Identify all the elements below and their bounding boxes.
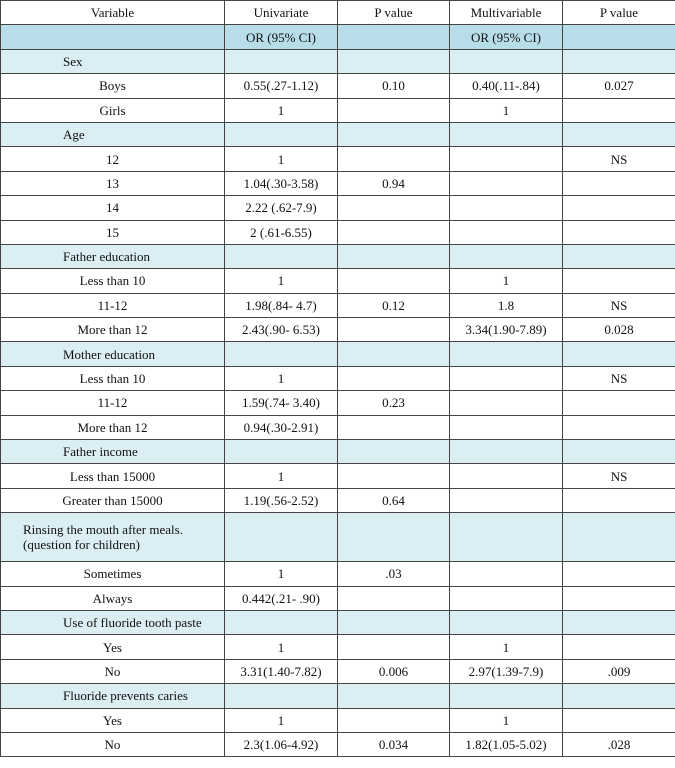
empty-cell xyxy=(225,122,338,146)
empty-cell xyxy=(225,342,338,366)
row-label: Sometimes xyxy=(1,562,225,586)
univariate-or: 1.04(.30-3.58) xyxy=(225,171,338,195)
table-row xyxy=(1,635,675,659)
row-label: No xyxy=(1,659,225,683)
univariate-or: 1 xyxy=(225,366,338,390)
row-label: Boys xyxy=(1,74,225,98)
row-label: 12 xyxy=(1,147,225,171)
header-variable: Variable xyxy=(1,1,225,25)
multivariable-or: 1 xyxy=(450,708,563,732)
empty-cell xyxy=(338,610,450,634)
univariate-p-value: .03 xyxy=(338,562,450,586)
section-label-line: Rinsing the mouth after meals. xyxy=(23,522,183,538)
row-label: 13 xyxy=(1,171,225,195)
univariate-or: 1.59(.74- 3.40) xyxy=(225,391,338,415)
empty-cell xyxy=(225,513,338,562)
section-row xyxy=(1,122,675,146)
univariate-p-value xyxy=(338,366,450,390)
row-label: No xyxy=(1,732,225,756)
empty-cell xyxy=(450,122,563,146)
multivariable-or: 1 xyxy=(450,98,563,122)
univariate-or: 2.22 (.62-7.9) xyxy=(225,196,338,220)
univariate-or: 2 (.61-6.55) xyxy=(225,220,338,244)
empty-cell xyxy=(338,684,450,708)
section-row xyxy=(1,49,675,73)
section-label: Father education xyxy=(1,244,225,268)
table-row xyxy=(1,98,675,122)
univariate-or: 0.94(.30-2.91) xyxy=(225,415,338,439)
univariate-p-value xyxy=(338,708,450,732)
row-label: Less than 10 xyxy=(1,269,225,293)
section-label: Age xyxy=(1,122,225,146)
univariate-p-value xyxy=(338,98,450,122)
univariate-or: 0.55(.27-1.12) xyxy=(225,74,338,98)
section-label: Fluoride prevents caries xyxy=(1,684,225,708)
univariate-or: 1 xyxy=(225,464,338,488)
column-header-row xyxy=(1,1,675,25)
subheader-row xyxy=(1,25,675,49)
section-row xyxy=(1,440,675,464)
row-label: 15 xyxy=(1,220,225,244)
empty-cell xyxy=(225,684,338,708)
table-row xyxy=(1,74,675,98)
section-row xyxy=(1,342,675,366)
table-row xyxy=(1,708,675,732)
row-label: Less than 15000 xyxy=(1,464,225,488)
subheader-p-value-multivariable xyxy=(563,25,675,49)
multivariable-p-value: NS xyxy=(563,147,675,171)
header-p-value-multivariable: P value xyxy=(563,1,675,25)
multivariable-p-value: 0.027 xyxy=(563,74,675,98)
multivariable-or xyxy=(450,220,563,244)
empty-cell xyxy=(563,513,675,562)
multivariable-p-value xyxy=(563,220,675,244)
univariate-p-value: 0.64 xyxy=(338,488,450,512)
subheader-multivariable-or: OR (95% CI) xyxy=(450,25,563,49)
multivariable-or xyxy=(450,391,563,415)
univariate-p-value xyxy=(338,415,450,439)
row-label: Greater than 15000 xyxy=(1,488,225,512)
header-p-value-univariate: P value xyxy=(338,1,450,25)
multivariable-p-value xyxy=(563,708,675,732)
row-label: Girls xyxy=(1,98,225,122)
univariate-p-value xyxy=(338,464,450,488)
univariate-p-value xyxy=(338,318,450,342)
table-row xyxy=(1,171,675,195)
table-row xyxy=(1,659,675,683)
empty-cell xyxy=(225,244,338,268)
multivariable-p-value xyxy=(563,586,675,610)
empty-cell xyxy=(338,513,450,562)
empty-cell xyxy=(563,49,675,73)
multivariable-or xyxy=(450,464,563,488)
empty-cell xyxy=(450,513,563,562)
empty-cell xyxy=(338,49,450,73)
table-row xyxy=(1,464,675,488)
empty-cell xyxy=(338,244,450,268)
table-row xyxy=(1,318,675,342)
univariate-or: 1.19(.56-2.52) xyxy=(225,488,338,512)
multivariable-or: 1.8 xyxy=(450,293,563,317)
multivariable-or xyxy=(450,562,563,586)
subheader-variable xyxy=(1,25,225,49)
multivariable-or: 3.34(1.90-7.89) xyxy=(450,318,563,342)
row-label: More than 12 xyxy=(1,415,225,439)
table-row xyxy=(1,732,675,756)
empty-cell xyxy=(563,244,675,268)
multivariable-or xyxy=(450,415,563,439)
multivariable-p-value xyxy=(563,488,675,512)
row-label: 11-12 xyxy=(1,293,225,317)
empty-cell xyxy=(450,342,563,366)
row-label: Less than 10 xyxy=(1,366,225,390)
header-multivariable: Multivariable xyxy=(450,1,563,25)
multivariable-p-value xyxy=(563,391,675,415)
multivariable-p-value: .028 xyxy=(563,732,675,756)
multivariable-p-value xyxy=(563,196,675,220)
multivariable-p-value: NS xyxy=(563,464,675,488)
empty-cell xyxy=(563,684,675,708)
empty-cell xyxy=(450,684,563,708)
univariate-p-value xyxy=(338,220,450,244)
table-row xyxy=(1,586,675,610)
univariate-or: 2.43(.90- 6.53) xyxy=(225,318,338,342)
multivariable-or: 0.40(.11-.84) xyxy=(450,74,563,98)
univariate-p-value xyxy=(338,269,450,293)
empty-cell xyxy=(338,342,450,366)
univariate-p-value: 0.034 xyxy=(338,732,450,756)
subheader-p-value-univariate xyxy=(338,25,450,49)
subheader-univariate-or: OR (95% CI) xyxy=(225,25,338,49)
empty-cell xyxy=(563,610,675,634)
univariate-p-value xyxy=(338,196,450,220)
univariate-or: 3.31(1.40-7.82) xyxy=(225,659,338,683)
section-row xyxy=(1,513,675,562)
row-label: 11-12 xyxy=(1,391,225,415)
univariate-or: 1 xyxy=(225,562,338,586)
section-label: Use of fluoride tooth paste xyxy=(1,610,225,634)
section-label: Sex xyxy=(1,49,225,73)
univariate-p-value xyxy=(338,635,450,659)
multivariable-p-value xyxy=(563,415,675,439)
empty-cell xyxy=(563,342,675,366)
empty-cell xyxy=(225,49,338,73)
multivariable-p-value xyxy=(563,98,675,122)
table-row xyxy=(1,391,675,415)
univariate-p-value: 0.94 xyxy=(338,171,450,195)
section-label: Mother education xyxy=(1,342,225,366)
empty-cell xyxy=(338,440,450,464)
multivariable-or: 1 xyxy=(450,635,563,659)
univariate-or: 0.442(.21- .90) xyxy=(225,586,338,610)
univariate-or: 1 xyxy=(225,147,338,171)
univariate-or: 1 xyxy=(225,635,338,659)
multivariable-p-value xyxy=(563,562,675,586)
multivariable-or xyxy=(450,196,563,220)
univariate-or: 2.3(1.06-4.92) xyxy=(225,732,338,756)
multivariable-p-value xyxy=(563,635,675,659)
multivariable-or xyxy=(450,147,563,171)
multivariable-p-value xyxy=(563,171,675,195)
table-row xyxy=(1,147,675,171)
row-label: More than 12 xyxy=(1,318,225,342)
multivariable-p-value xyxy=(563,269,675,293)
multivariable-p-value: NS xyxy=(563,293,675,317)
table-row xyxy=(1,293,675,317)
univariate-or: 1.98(.84- 4.7) xyxy=(225,293,338,317)
univariate-or: 1 xyxy=(225,269,338,293)
header-univariate: Univariate xyxy=(225,1,338,25)
row-label: Always xyxy=(1,586,225,610)
section-label-line: (question for children) xyxy=(23,537,140,553)
empty-cell xyxy=(450,49,563,73)
multivariable-p-value: 0.028 xyxy=(563,318,675,342)
univariate-p-value: 0.12 xyxy=(338,293,450,317)
multivariable-or xyxy=(450,171,563,195)
multivariable-p-value: .009 xyxy=(563,659,675,683)
empty-cell xyxy=(225,610,338,634)
table-row xyxy=(1,415,675,439)
empty-cell xyxy=(450,244,563,268)
multivariable-or: 2.97(1.39-7.9) xyxy=(450,659,563,683)
multivariable-or xyxy=(450,586,563,610)
empty-cell xyxy=(225,440,338,464)
empty-cell xyxy=(450,440,563,464)
table-row xyxy=(1,488,675,512)
row-label: 14 xyxy=(1,196,225,220)
univariate-p-value: 0.10 xyxy=(338,74,450,98)
univariate-p-value: 0.23 xyxy=(338,391,450,415)
univariate-p-value xyxy=(338,586,450,610)
section-row xyxy=(1,684,675,708)
multivariable-or xyxy=(450,366,563,390)
row-label: Yes xyxy=(1,635,225,659)
table-row xyxy=(1,562,675,586)
section-row xyxy=(1,244,675,268)
univariate-p-value: 0.006 xyxy=(338,659,450,683)
univariate-or: 1 xyxy=(225,98,338,122)
empty-cell xyxy=(450,610,563,634)
section-label: Father income xyxy=(1,440,225,464)
section-label xyxy=(1,513,225,562)
section-row xyxy=(1,610,675,634)
univariate-p-value xyxy=(338,147,450,171)
multivariable-p-value: NS xyxy=(563,366,675,390)
table-row xyxy=(1,366,675,390)
multivariable-or: 1.82(1.05-5.02) xyxy=(450,732,563,756)
multivariable-or xyxy=(450,488,563,512)
multivariable-or: 1 xyxy=(450,269,563,293)
empty-cell xyxy=(563,440,675,464)
univariate-or: 1 xyxy=(225,708,338,732)
table-body xyxy=(1,1,675,757)
table-row xyxy=(1,196,675,220)
row-label: Yes xyxy=(1,708,225,732)
empty-cell xyxy=(563,122,675,146)
table-row xyxy=(1,220,675,244)
empty-cell xyxy=(338,122,450,146)
table-row xyxy=(1,269,675,293)
